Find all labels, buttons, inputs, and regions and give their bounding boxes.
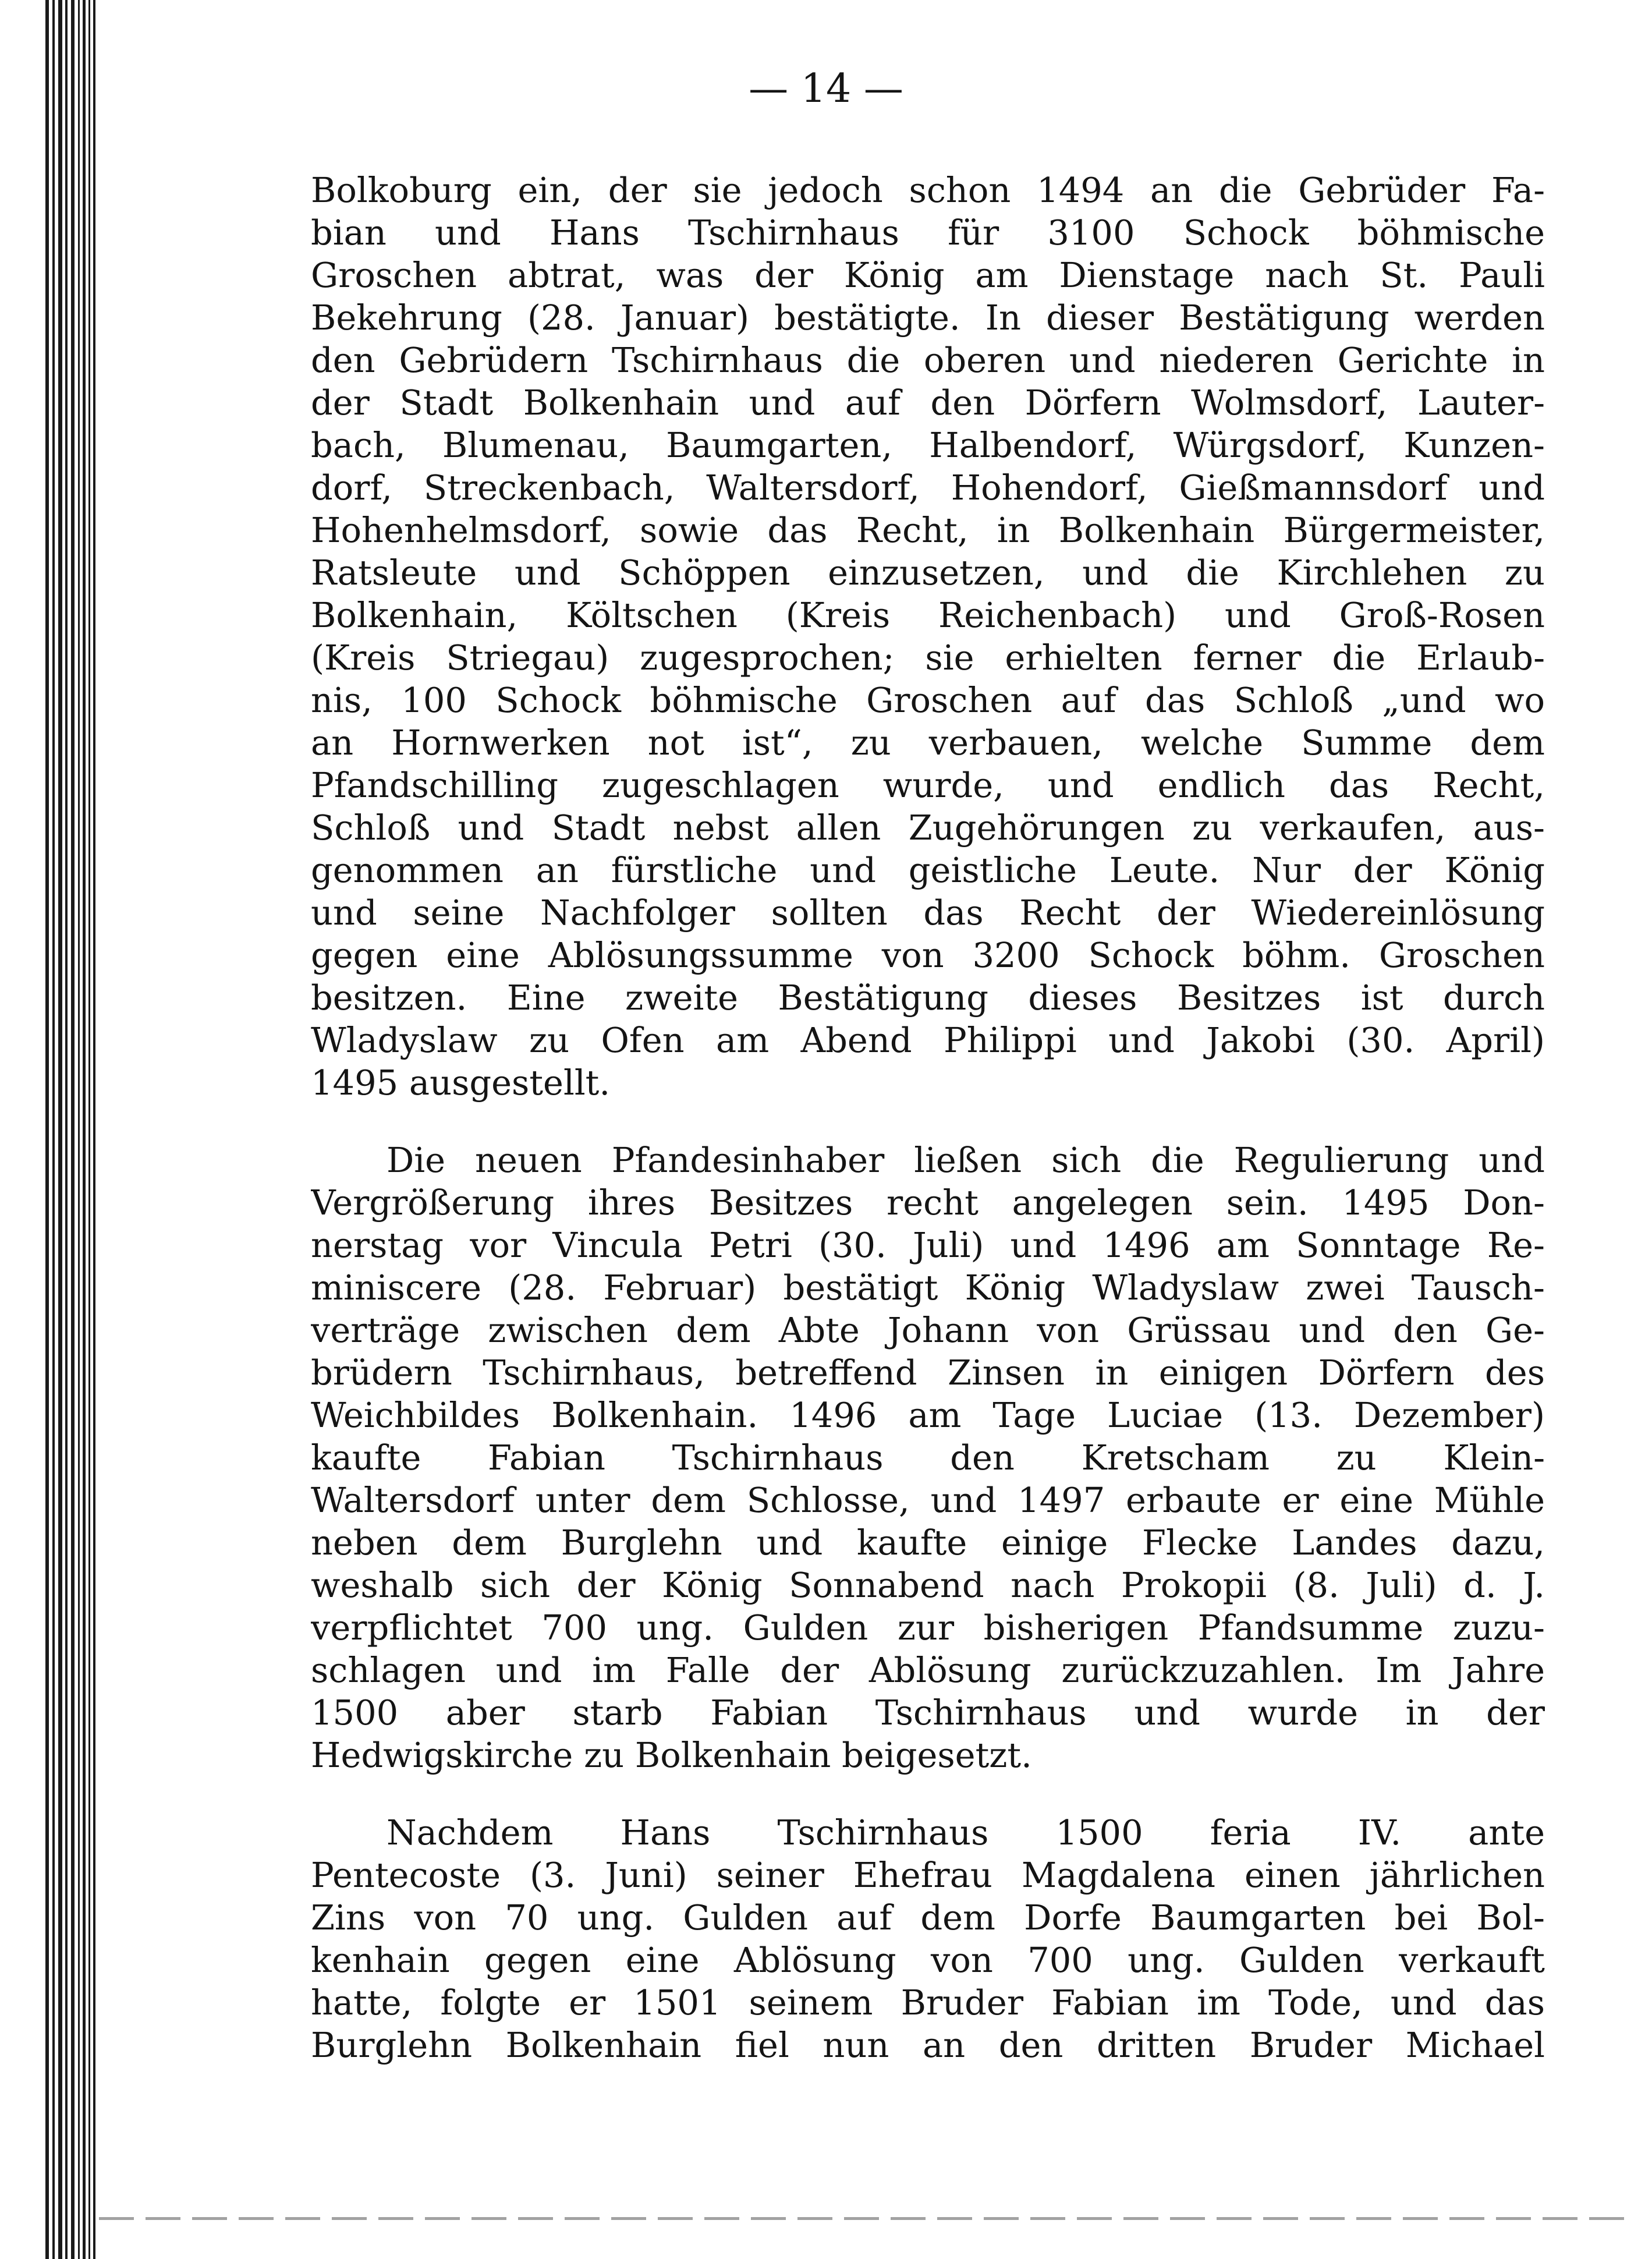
- text-line: Hedwigskirche zu Bolkenhain beigesetzt.: [311, 1735, 1032, 1775]
- text-line: Bolkenhain, Költschen (Kreis Reichenbach) und Groß-Rosen: [311, 595, 1545, 635]
- text-line: 1495 ausgestellt.: [311, 1063, 611, 1103]
- text-line: brüdern Tschirnhaus, betreffend Zinsen in einigen Dörfern des: [311, 1352, 1545, 1393]
- text-line: verträge zwischen dem Abte Johann von Grüssau und den Ge-: [311, 1310, 1545, 1350]
- text-line: Schloß und Stadt nebst allen Zugehörungen zu verkaufen, aus-: [311, 808, 1545, 848]
- text-line: Groschen abtrat, was der König am Dienstage nach St. Pauli: [311, 255, 1545, 295]
- text-line: kenhain gegen eine Ablösung von 700 ung. Gulden verkauft: [311, 1940, 1545, 1980]
- text-line: Nachdem Hans Tschirnhaus 1500 feria IV. ante: [387, 1812, 1545, 1853]
- text-line: Vergrößerung ihres Besitzes recht angelegen sein. 1495 Don-: [311, 1182, 1545, 1223]
- text-line: bach, Blumenau, Baumgarten, Halbendorf, Würgsdorf, Kunzen-: [311, 425, 1545, 465]
- text-line: weshalb sich der König Sonnabend nach Prokopii (8. Juli) d. J.: [311, 1565, 1545, 1605]
- text-line: Pentecoste (3. Juni) seiner Ehefrau Magdalena einen jährlichen: [311, 1855, 1545, 1895]
- text-line: besitzen. Eine zweite Bestätigung dieses Besitzes ist durch: [311, 978, 1545, 1018]
- text-line: Hohenhelmsdorf, sowie das Recht, in Bolkenhain Bürgermeister,: [311, 510, 1545, 550]
- paragraph: [311, 169, 1545, 1104]
- text-line: Ratsleute und Schöppen einzusetzen, und die Kirchlehen zu: [311, 553, 1545, 593]
- text-line: nerstag vor Vincula Petri (30. Juli) und 1496 am Sonntage Re-: [311, 1225, 1545, 1265]
- text-line: schlagen und im Falle der Ablösung zurückzuzahlen. Im Jahre: [311, 1650, 1545, 1690]
- page-number: — 14 —: [0, 63, 1652, 115]
- text-line: Bolkoburg ein, der sie jedoch schon 1494 an die Gebrüder Fa-: [311, 170, 1545, 210]
- text-line: gegen eine Ablösungssumme von 3200 Schock böhm. Groschen: [311, 935, 1545, 975]
- book-spine-edge: [45, 0, 98, 2259]
- text-line: nis, 100 Schock böhmische Groschen auf das Schloß „und wo: [311, 680, 1545, 720]
- text-line: Bekehrung (28. Januar) bestätigte. In dieser Bestätigung werden: [311, 298, 1545, 338]
- text-line: und seine Nachfolger sollten das Recht der Wiedereinlösung: [311, 893, 1545, 933]
- text-line: Pfandschilling zugeschlagen wurde, und endlich das Recht,: [311, 765, 1545, 805]
- text-line: Weichbildes Bolkenhain. 1496 am Tage Luciae (13. Dezember): [311, 1395, 1545, 1435]
- text-line: Die neuen Pfandesinhaber ließen sich die Regulierung und: [387, 1140, 1545, 1180]
- body-text: [311, 169, 1545, 2066]
- text-line: an Hornwerken not ist“, zu verbauen, welche Summe dem: [311, 723, 1545, 763]
- page-bottom-edge: [99, 2217, 1629, 2220]
- text-line: (Kreis Striegau) zugesprochen; sie erhielten ferner die Erlaub-: [311, 638, 1545, 678]
- paragraph: [311, 1811, 1545, 2066]
- text-line: neben dem Burglehn und kaufte einige Flecke Landes dazu,: [311, 1522, 1545, 1563]
- text-line: dorf, Streckenbach, Waltersdorf, Hohendorf, Gießmannsdorf und: [311, 468, 1545, 508]
- text-line: bian und Hans Tschirnhaus für 3100 Schock böhmische: [311, 213, 1545, 253]
- text-line: miniscere (28. Februar) bestätigt König Wladyslaw zwei Tausch-: [311, 1267, 1545, 1308]
- text-line: Wladyslaw zu Ofen am Abend Philippi und Jakobi (30. April): [311, 1020, 1545, 1060]
- text-line: genommen an fürstliche und geistliche Leute. Nur der König: [311, 850, 1545, 890]
- text-line: der Stadt Bolkenhain und auf den Dörfern Wolmsdorf, Lauter-: [311, 383, 1545, 423]
- text-line: 1500 aber starb Fabian Tschirnhaus und wurde in der: [311, 1693, 1545, 1733]
- text-line: den Gebrüdern Tschirnhaus die oberen und niederen Gerichte in: [311, 340, 1545, 380]
- text-line: hatte, folgte er 1501 seinem Bruder Fabian im Tode, und das: [311, 1982, 1545, 2023]
- text-line: kaufte Fabian Tschirnhaus den Kretscham zu Klein-: [311, 1437, 1545, 1478]
- paragraph: [311, 1139, 1545, 1776]
- text-line: verpflichtet 700 ung. Gulden zur bisherigen Pfandsumme zuzu-: [311, 1607, 1545, 1648]
- text-line: Waltersdorf unter dem Schlosse, und 1497 erbaute er eine Mühle: [311, 1480, 1545, 1520]
- text-line: Zins von 70 ung. Gulden auf dem Dorfe Baumgarten bei Bol-: [311, 1897, 1545, 1938]
- text-line: Burglehn Bolkenhain fiel nun an den dritten Bruder Michael: [311, 2025, 1545, 2065]
